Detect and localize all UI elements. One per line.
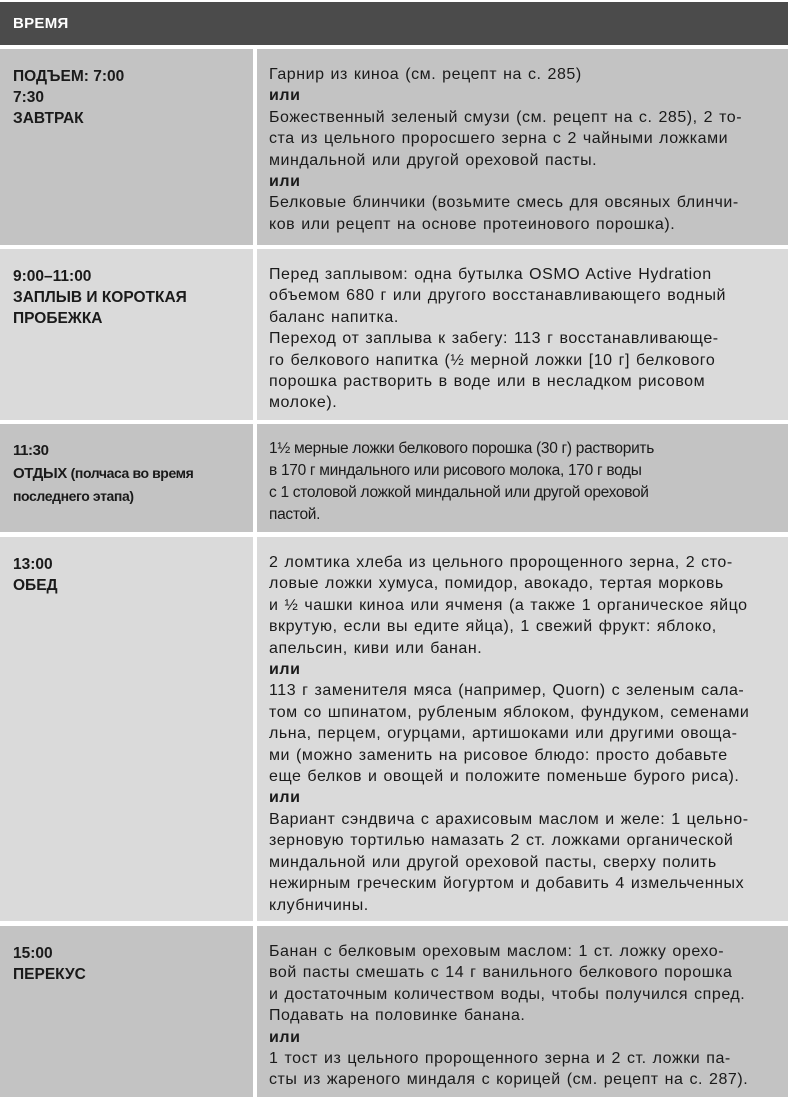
time-cell bbox=[0, 249, 253, 420]
time-line: 11:30 bbox=[13, 442, 49, 459]
menu-line: Вариант сэндвича с арахисовым маслом и желе: 1 цельно- bbox=[269, 810, 749, 828]
time-line: ЗАВТРАК bbox=[13, 110, 84, 127]
or-separator: или bbox=[269, 789, 301, 807]
menu-line: пастой. bbox=[269, 506, 321, 523]
menu-line: баланс напитка. bbox=[269, 308, 399, 326]
menu-line: 2 ломтика хлеба из цельного пророщенного зерна, 2 сто- bbox=[269, 554, 733, 571]
time-line: 13:00 bbox=[13, 556, 53, 573]
menu-line: зерновую тортилью намазать 2 ст. ложками органической bbox=[269, 832, 734, 850]
menu-line: сты из жареного миндаля с корицей (см. рецепт на с. 287). bbox=[269, 1071, 749, 1089]
time-line: 15:00 bbox=[13, 945, 53, 962]
time-line: ОТДЫХ (полчаса во время bbox=[13, 465, 194, 482]
time-line: ПЕРЕКУС bbox=[13, 966, 86, 983]
menu-line: 113 г заменителя мяса (например, Quorn) с зеленым сала- bbox=[269, 682, 745, 700]
menu-line: ми (можно заменить на рисовое блюдо: просто добавьте bbox=[269, 746, 728, 764]
menu-line: и достаточным количеством воды, чтобы получился спред. bbox=[269, 985, 746, 1003]
menu-line: с 1 столовой ложкой миндальной или другой ореховой bbox=[269, 484, 649, 501]
menu-line: объемом 680 г или другого восстанавливающего водный bbox=[269, 287, 726, 305]
menu-line: молоке). bbox=[269, 394, 338, 412]
menu-cell bbox=[257, 537, 788, 921]
time-line: ЗАПЛЫВ И КОРОТКАЯ bbox=[13, 289, 187, 306]
menu-line: том со шпинатом, рубленым яблоком, фундуком, семенами bbox=[269, 703, 750, 721]
menu-line: го белкового напитка (½ мерной ложки [10 г] белкового bbox=[269, 351, 716, 369]
menu-line: Подавать на половинке банана. bbox=[269, 1007, 526, 1025]
menu-line: Гарнир из киноа (см. рецепт на с. 285) bbox=[269, 66, 582, 83]
menu-line: ков или рецепт на основе протеинового порошка). bbox=[269, 215, 676, 233]
menu-line: ловые ложки хумуса, помидор, авокадо, тертая морковь bbox=[269, 575, 724, 593]
menu-line: 1 тост из цельного пророщенного зерна и 2 ст. ложки па- bbox=[269, 1050, 731, 1068]
table-row-breakfast bbox=[0, 49, 790, 245]
menu-line: Белковые блинчики (возьмите смесь для овсяных блинчи- bbox=[269, 194, 739, 212]
menu-line: порошка растворить в воде или в несладком рисовом bbox=[269, 373, 706, 391]
time-cell bbox=[0, 537, 253, 921]
table-row-lunch bbox=[0, 537, 790, 921]
table-row-snack bbox=[0, 926, 790, 1097]
menu-line: в 170 г миндального или рисового молока, 170 г воды bbox=[269, 462, 642, 479]
table-row-swim-run bbox=[0, 249, 790, 420]
menu-line: Банан с белковым ореховым маслом: 1 ст. ложку орехо- bbox=[269, 943, 725, 960]
table-header: ВРЕМЯ bbox=[0, 2, 788, 45]
menu-cell bbox=[257, 926, 788, 1097]
menu-line: ста из цельного проросшего зерна с 2 чайными ложками bbox=[269, 130, 729, 148]
menu-line: и ½ чашки киноа или ячменя (а также 1 органическое яйцо bbox=[269, 596, 748, 614]
time-cell bbox=[0, 424, 253, 532]
menu-line: Божественный зеленый смузи (см. рецепт на с. 285), 2 то- bbox=[269, 108, 743, 126]
time-cell bbox=[0, 926, 253, 1097]
time-line: ПОДЪЕМ: 7:00 bbox=[13, 68, 125, 85]
or-separator: или bbox=[269, 1028, 301, 1046]
or-separator: или bbox=[269, 87, 301, 105]
menu-cell bbox=[257, 49, 788, 245]
menu-line: 1½ мерные ложки белкового порошка (30 г) растворить bbox=[269, 440, 654, 457]
menu-line: еще белков и овощей и положите поменьше бурого риса). bbox=[269, 768, 740, 786]
menu-line: клубничины. bbox=[269, 896, 369, 914]
menu-line: Переход от заплыва к забегу: 113 г восстанавливающе- bbox=[269, 330, 719, 348]
menu-line: Перед заплывом: одна бутылка OSMO Active Hydration bbox=[269, 266, 712, 283]
menu-cell bbox=[257, 249, 788, 420]
or-separator: или bbox=[269, 661, 301, 679]
menu-line: вой пасты смешать с 14 г ванильного белкового порошка bbox=[269, 964, 733, 982]
menu-line: льна, перцем, огурцами, артишоками или другими овоща- bbox=[269, 725, 738, 743]
time-line: ОБЕД bbox=[13, 577, 58, 594]
menu-line: апельсин, киви или банан. bbox=[269, 639, 483, 657]
time-line: ПРОБЕЖКА bbox=[13, 310, 103, 327]
time-line: 9:00–11:00 bbox=[13, 268, 92, 285]
table-row-rest bbox=[0, 424, 790, 532]
menu-line: миндальной или другой ореховой пасты, сверху полить bbox=[269, 853, 717, 871]
menu-cell bbox=[257, 424, 788, 532]
or-separator: или bbox=[269, 173, 301, 191]
time-cell bbox=[0, 49, 253, 245]
menu-line: нежирным греческим йогуртом и добавить 4 измельченных bbox=[269, 875, 745, 893]
time-line: 7:30 bbox=[13, 89, 45, 106]
menu-line: вкрутую, если вы едите яйца), 1 свежий фрукт: яблоко, bbox=[269, 618, 717, 636]
menu-line: миндальной или другой ореховой пасты. bbox=[269, 151, 598, 169]
time-line: последнего этапа) bbox=[13, 488, 134, 504]
